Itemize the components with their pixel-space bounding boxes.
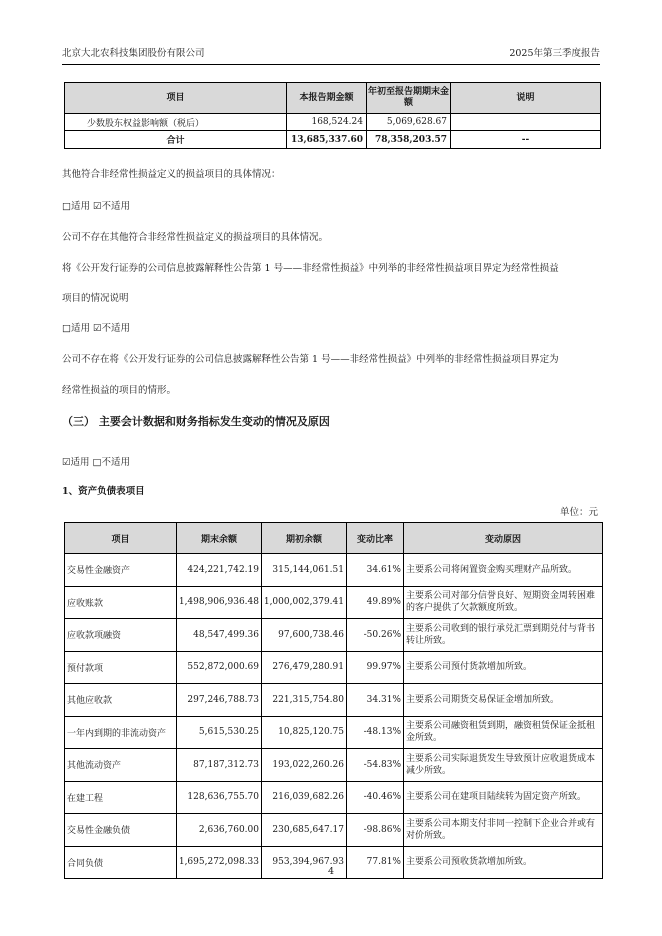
table-header-row <box>65 83 601 114</box>
cell-begin: 216,039,682.26 <box>262 781 347 814</box>
cell-ratio: -40.46% <box>347 781 404 814</box>
cell-end: 1,498,906,936.48 <box>177 586 262 619</box>
cell-item: 一年内到期的非流动资产 <box>65 716 177 749</box>
header-change-reason: 变动原因 <box>404 523 603 554</box>
cell-end: 424,221,742.19 <box>177 554 262 587</box>
page-header <box>62 46 600 62</box>
cell-ratio: 34.31% <box>347 684 404 717</box>
cell-ratio: -98.86% <box>347 814 404 847</box>
cell-reason: 主要系公司预付货款增加所致。 <box>404 651 603 684</box>
cell-end: 1,695,272,098.33 <box>177 846 262 879</box>
subsection-title: 1、资产负债表项目 <box>62 486 145 497</box>
cell-ratio: -50.26% <box>347 619 404 652</box>
cell-end: 128,636,755.70 <box>177 781 262 814</box>
table-total-row <box>65 131 601 149</box>
cell-current: 168,524.24 <box>287 114 367 131</box>
table-row <box>65 619 603 652</box>
paragraph-announcement-1-cont: 项目的情况说明 <box>62 293 129 304</box>
cell-item: 应收款项融资 <box>65 619 177 652</box>
table-row <box>65 716 603 749</box>
table-row <box>65 554 603 587</box>
cell-item: 在建工程 <box>65 781 177 814</box>
cell-ratio: -54.83% <box>347 749 404 782</box>
cell-end: 2,636,760.00 <box>177 814 262 847</box>
header-ytd: 年初至报告期期末金额 <box>367 83 451 114</box>
paragraph-no-other-items: 公司不存在其他符合非经常性损益定义的损益项目的具体情况。 <box>62 232 329 243</box>
cell-total-note: -- <box>451 131 601 149</box>
unit-label: 单位：元 <box>559 507 598 518</box>
cell-begin: 230,685,647.17 <box>262 814 347 847</box>
cell-reason: 主要系公司融资租赁到期，融资租赁保证金抵租金所致。 <box>404 716 603 749</box>
header-current-period: 本报告期金额 <box>287 83 367 114</box>
cell-item: 交易性金融负债 <box>65 814 177 847</box>
cell-reason: 主要系公司实际退货发生导致预计应收退货成本减少所致。 <box>404 749 603 782</box>
cell-ratio: 77.81% <box>347 846 404 879</box>
cell-item: 合同负债 <box>65 846 177 879</box>
header-end-balance: 期末余额 <box>177 523 262 554</box>
non-recurring-items-table <box>64 82 601 149</box>
cell-ytd: 5,069,628.67 <box>367 114 451 131</box>
section-title: （三） 主要会计数据和财务指标发生变动的情况及原因 <box>62 415 330 428</box>
table-row <box>65 684 603 717</box>
cell-begin: 1,000,002,379.41 <box>262 586 347 619</box>
table-row <box>65 651 603 684</box>
cell-reason: 主要系公司本期支付非同一控制下企业合并或有对价所致。 <box>404 814 603 847</box>
cell-reason: 主要系公司对部分信誉良好、短期资金周转困难的客户提供了欠款额度所致。 <box>404 586 603 619</box>
cell-total-current: 13,685,337.60 <box>287 131 367 149</box>
table-row <box>65 586 603 619</box>
applicable-checkbox-line: □适用 ☑不适用 <box>62 201 131 212</box>
paragraph-announcement-1: 将《公开发行证券的公司信息披露解释性公告第 1 号——非经常性损益》中列举的非经常性损益项目界定为经常性损益 <box>62 263 559 274</box>
table-row <box>65 781 603 814</box>
cell-begin: 10,825,120.75 <box>262 716 347 749</box>
cell-ratio: -48.13% <box>347 716 404 749</box>
report-title: 2025年第三季度报告 <box>509 48 600 59</box>
table-header-row <box>65 523 603 554</box>
paragraph-other-items: 其他符合非经常性损益定义的损益项目的具体情况： <box>62 169 281 180</box>
paragraph-no-reclassify-cont: 经常性损益的项目的情形。 <box>62 385 177 396</box>
cell-item: 应收账款 <box>65 586 177 619</box>
cell-item: 其他流动资产 <box>65 749 177 782</box>
paragraph-no-reclassify: 公司不存在将《公开发行证券的公司信息披露解释性公告第 1 号——非经常性损益》中列举的非经常性损益项目界定为 <box>62 354 559 365</box>
table-row <box>65 749 603 782</box>
applicable-checkbox-line-2: □适用 ☑不适用 <box>62 323 131 334</box>
cell-ratio: 49.89% <box>347 586 404 619</box>
cell-end: 48,547,499.36 <box>177 619 262 652</box>
cell-total-ytd: 78,358,203.57 <box>367 131 451 149</box>
cell-reason: 主要系公司预收货款增加所致。 <box>404 846 603 879</box>
header-change-ratio: 变动比率 <box>347 523 404 554</box>
cell-note <box>451 114 601 131</box>
cell-reason: 主要系公司在建项目陆续转为固定资产所致。 <box>404 781 603 814</box>
cell-item: 交易性金融资产 <box>65 554 177 587</box>
header-rule <box>62 64 600 65</box>
cell-reason: 主要系公司将闲置资金购买理财产品所致。 <box>404 554 603 587</box>
cell-reason: 主要系公司期货交易保证金增加所致。 <box>404 684 603 717</box>
cell-end: 552,872,000.69 <box>177 651 262 684</box>
cell-begin: 953,394,967.93 <box>262 846 347 879</box>
table-row <box>65 814 603 847</box>
cell-begin: 276,479,280.91 <box>262 651 347 684</box>
cell-item: 预付款项 <box>65 651 177 684</box>
page-number: 4 <box>327 866 335 877</box>
cell-begin: 97,600,738.46 <box>262 619 347 652</box>
header-item: 项目 <box>65 523 177 554</box>
header-note: 说明 <box>451 83 601 114</box>
cell-end: 5,615,530.25 <box>177 716 262 749</box>
company-name: 北京大北农科技集团股份有限公司 <box>62 48 205 59</box>
cell-end: 297,246,788.73 <box>177 684 262 717</box>
applicable-checkbox-line-3: ☑适用 □不适用 <box>62 457 131 468</box>
cell-begin: 221,315,754.80 <box>262 684 347 717</box>
header-item: 项目 <box>65 83 287 114</box>
cell-total-label: 合计 <box>65 131 287 149</box>
cell-end: 87,187,312.73 <box>177 749 262 782</box>
cell-ratio: 34.61% <box>347 554 404 587</box>
header-begin-balance: 期初余额 <box>262 523 347 554</box>
cell-item: 少数股东权益影响额（税后） <box>65 114 287 131</box>
cell-begin: 315,144,061.51 <box>262 554 347 587</box>
cell-reason: 主要系公司收到的银行承兑汇票到期兑付与背书转让所致。 <box>404 619 603 652</box>
cell-item: 其他应收款 <box>65 684 177 717</box>
cell-begin: 193,022,260.26 <box>262 749 347 782</box>
table-row <box>65 114 601 131</box>
balance-sheet-changes-table <box>64 522 603 879</box>
cell-ratio: 99.97% <box>347 651 404 684</box>
